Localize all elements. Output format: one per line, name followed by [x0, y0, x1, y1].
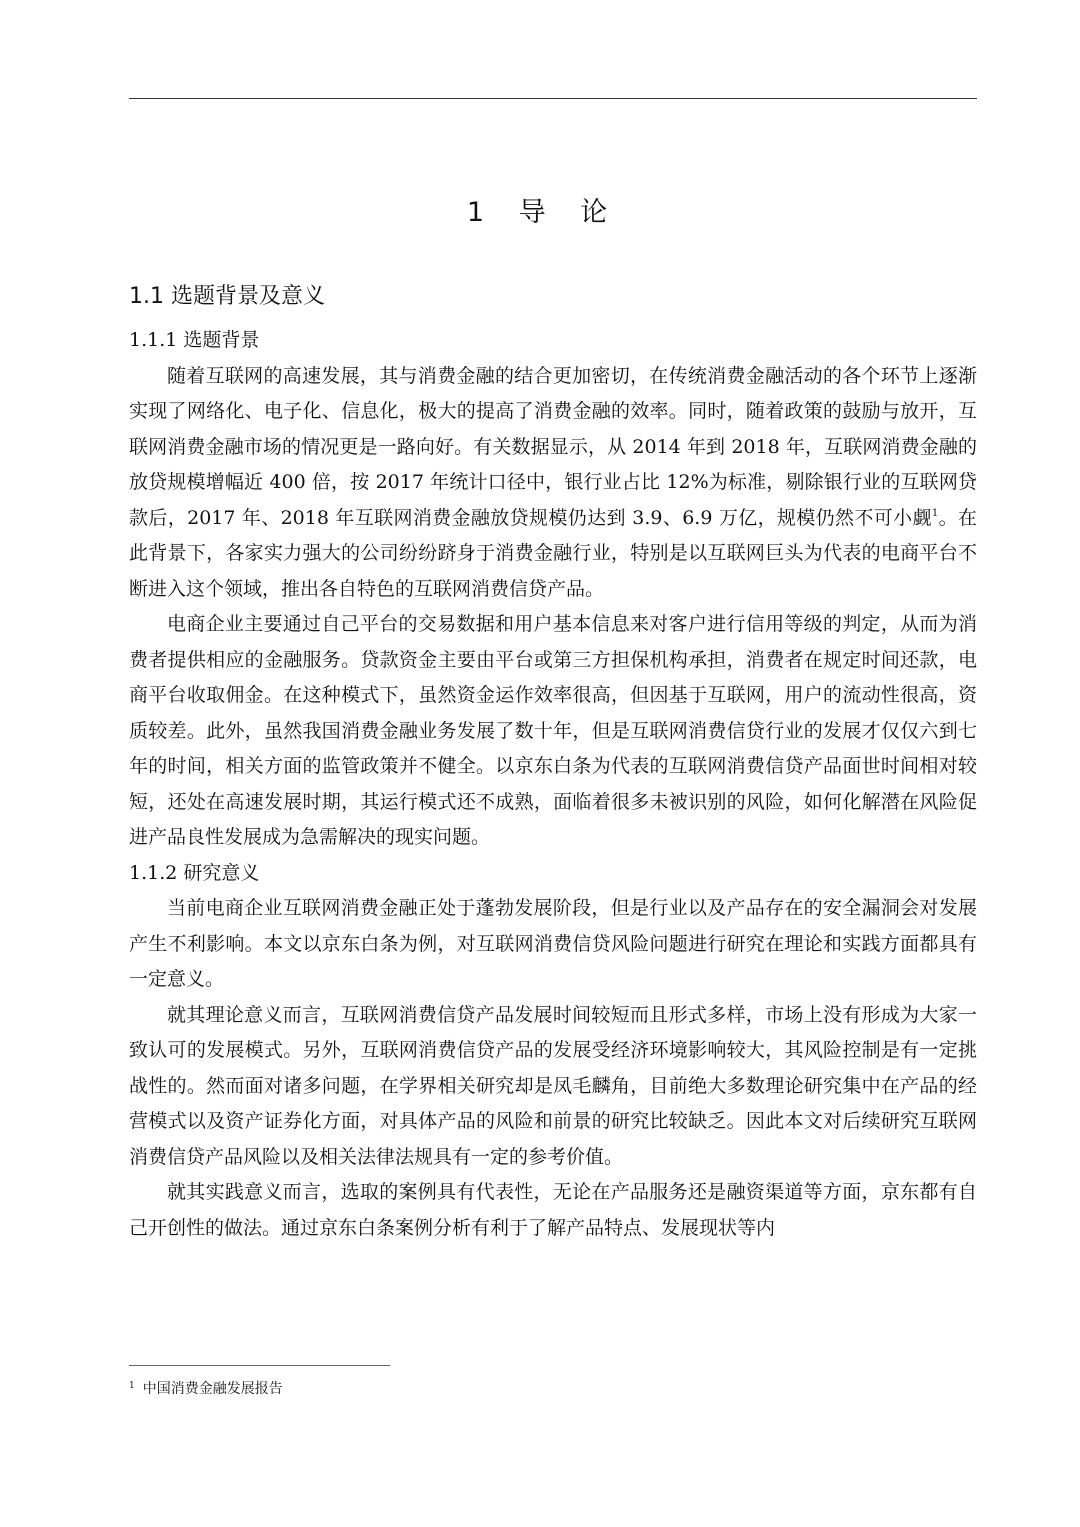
- paragraph: [129, 359, 977, 608]
- body-text: [129, 323, 977, 1246]
- paragraph: 就其理论意义而言，互联网消费信贷产品发展时间较短而且形式多样，市场上没有形成为大家一致认可的发展模式。另外，互联网消费信贷产品的发展受经济环境影响较大，其风险控制是有一定挑战性的。然而面对诸多问题，在学界相关研究却是凤毛麟角，目前绝大多数理论研究集中在产品的经营模式以及资产证券化方面，对具体产品的风险和前景的研究比较缺乏。因此本文对后续研究互联网消费信贷产品风险以及相关法律法规具有一定的参考价值。: [129, 1003, 977, 1168]
- paragraph: 电商企业主要通过自己平台的交易数据和用户基本信息来对客户进行信用等级的判定，从而为消费者提供相应的金融服务。贷款资金主要由平台或第三方担保机构承担，消费者在规定时间还款，电商平台收取佣金。在这种模式下，虽然资金运作效率很高，但因基于互联网，用户的流动性很高，资质较差。此外，虽然我国消费金融业务发展了数十年，但是互联网消费信贷行业的发展才仅仅六到七年的时间，相关方面的监管政策并不健全。以京东白条为代表的互联网消费信贷产品面世时间相对较短，还处在高速发展时期，其运行模式还不成熟，面临着很多未被识别的风险，如何化解潜在风险促进产品良性发展成为急需解决的现实问题。: [129, 613, 977, 848]
- paragraph: 就其实践意义而言，选取的案例具有代表性，无论在产品服务还是融资渠道等方面，京东都有自己开创性的做法。通过京东白条案例分析有利于了解产品特点、发展现状等内: [129, 1181, 977, 1239]
- footnote-reference: 1: [931, 507, 939, 519]
- subsection-heading-significance: 1.1.2 研究意义: [129, 861, 260, 884]
- paragraph-text: 。在此背景下，各家实力强大的公司纷纷跻身于消费金融行业，特别是以互联网巨头为代表的电商平台不断进入这个领域，推出各自特色的互联网消费信贷产品。: [129, 506, 977, 600]
- paragraph-text: 随着互联网的高速发展，其与消费金融的结合更加密切，在传统消费金融活动的各个环节上逐渐实现了网络化、电子化、信息化，极大的提高了消费金融的效率。同时，随着政策的鼓励与放开，互联网消费金融市场的情况更是一路向好。有关数据显示，从 2014 年到 2018 年，互联网消费金融的放贷规模增幅近 400 倍，按 2017 年统计口径中，银行业占比 12%为标准，剔除银行业的互联网贷款后，2017 年、2018 年互联网消费金融放贷规模仍达到 3.9、6.9 万亿，规模仍然不可小觑: [129, 364, 977, 529]
- subsection-heading-background: 1.1.1 选题背景: [129, 329, 260, 351]
- footnote: [129, 1378, 283, 1400]
- paragraph: 当前电商企业互联网消费金融正处于蓬勃发展阶段，但是行业以及产品存在的安全漏洞会对发展产生不利影响。本文以京东白条为例，对互联网消费信贷风险问题进行研究在理论和实践方面都具有一定意义。: [129, 897, 977, 990]
- footnote-text: 中国消费金融发展报告: [142, 1381, 283, 1397]
- header-rule: [129, 98, 977, 99]
- footnote-rule: [129, 1365, 390, 1366]
- chapter-title: 1 导 论: [466, 197, 614, 228]
- section-heading: 1.1 选题背景及意义: [129, 284, 325, 309]
- footnote-marker: 1: [129, 1381, 135, 1391]
